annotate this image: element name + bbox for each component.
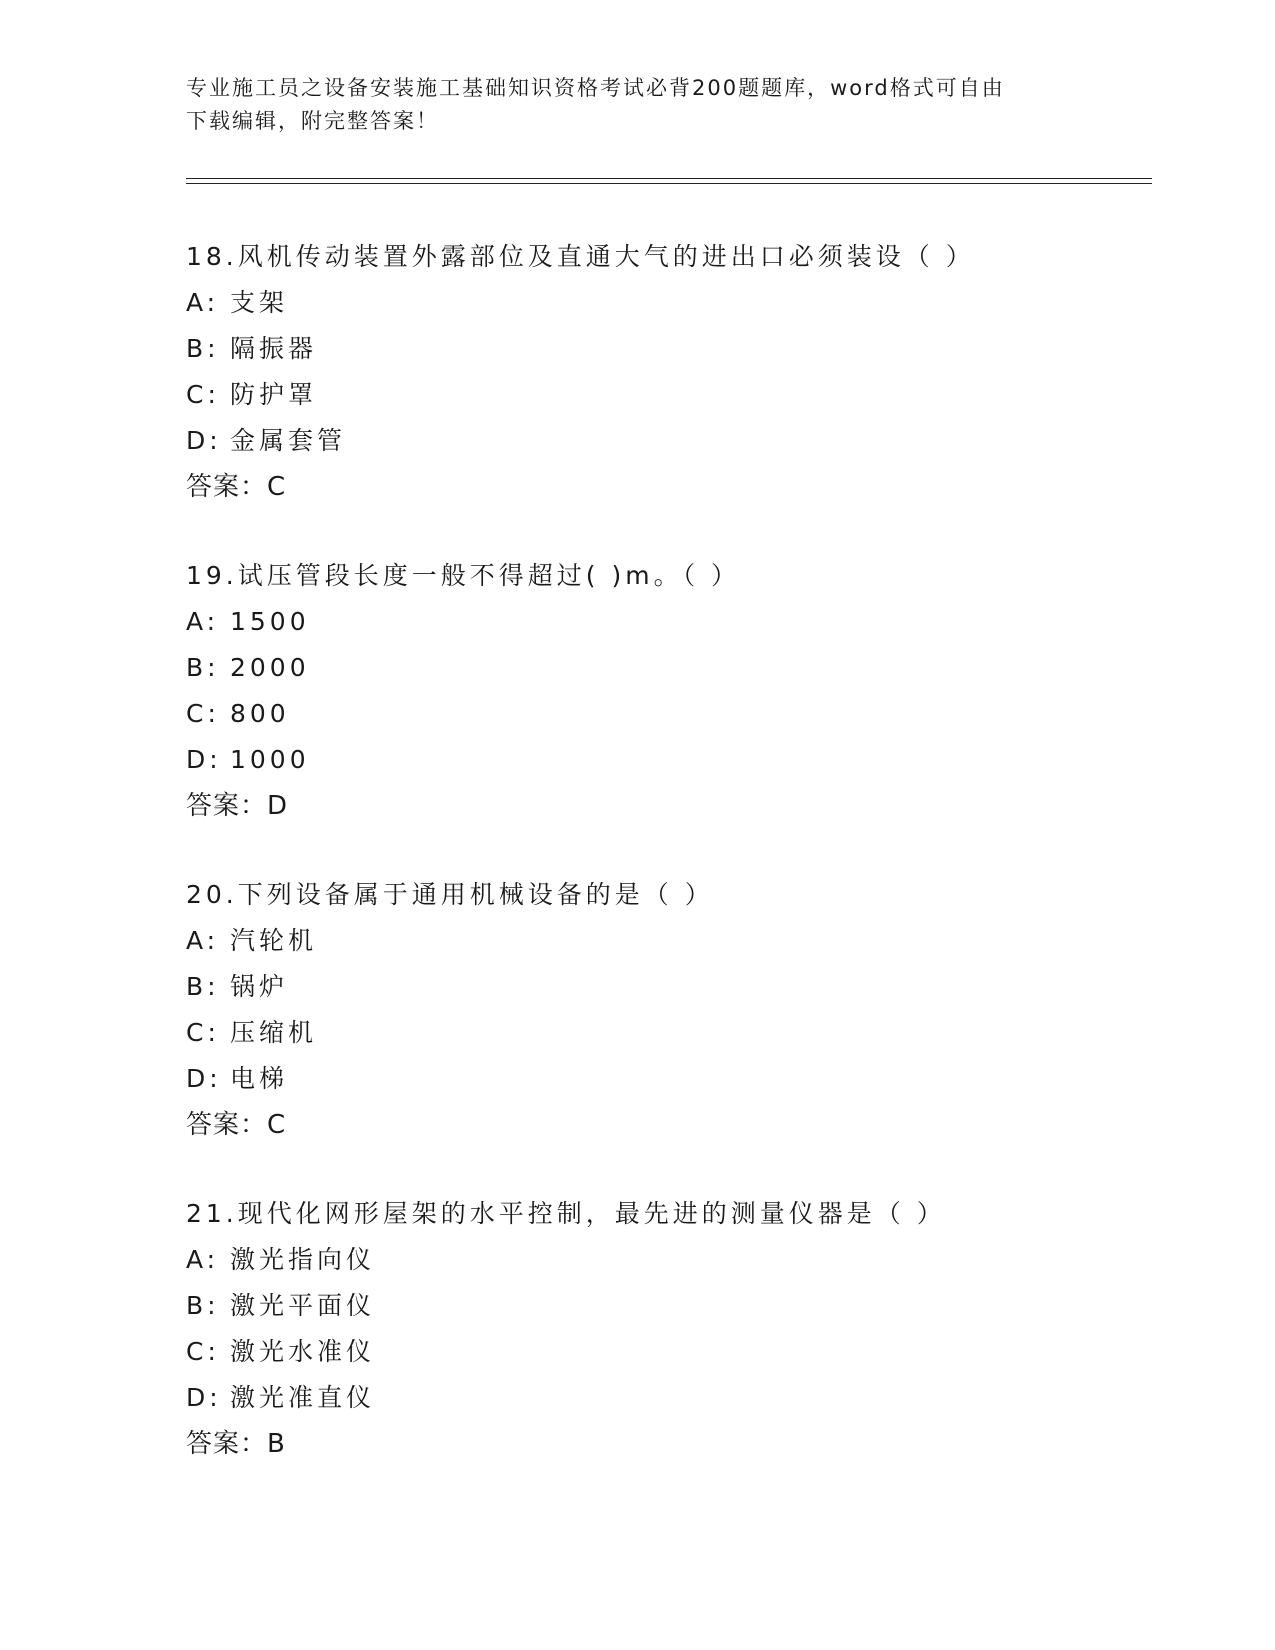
option-letter: A: (186, 288, 220, 317)
answer-line: 答案：B (186, 1429, 286, 1459)
option-text: 激光平面仪 (230, 1291, 376, 1320)
document-header (186, 72, 1066, 138)
question-title: 21.现代化网形屋架的水平控制，最先进的测量仪器是（ ） (186, 1199, 946, 1228)
header-divider-top (186, 178, 1152, 179)
question-title: 20.下列设备属于通用机械设备的是（ ） (186, 880, 714, 909)
option-letter: C: (186, 380, 220, 409)
option-d (186, 1056, 1146, 1102)
option-c (186, 691, 1146, 737)
question-21 (186, 1191, 1146, 1467)
option-letter: D: (186, 1064, 222, 1093)
option-letter: D: (186, 1383, 222, 1412)
option-text: 电梯 (230, 1064, 289, 1093)
option-text: 激光水准仪 (230, 1337, 376, 1366)
question-19 (186, 553, 1146, 829)
option-text: 激光准直仪 (230, 1383, 376, 1412)
option-letter: B: (186, 1291, 220, 1320)
option-letter: C: (186, 699, 220, 728)
option-text: 汽轮机 (230, 926, 318, 955)
option-letter: B: (186, 653, 220, 682)
option-letter: B: (186, 334, 220, 363)
option-c (186, 1329, 1146, 1375)
option-letter: A: (186, 926, 220, 955)
option-c (186, 1010, 1146, 1056)
option-b (186, 1283, 1146, 1329)
option-text: 防护罩 (230, 380, 318, 409)
question-title: 19.试压管段长度一般不得超过( )m。（ ） (186, 561, 741, 590)
option-text: 2000 (230, 653, 310, 682)
question-20 (186, 872, 1146, 1148)
option-letter: C: (186, 1337, 220, 1366)
option-text: 金属套管 (230, 426, 347, 455)
option-text: 800 (230, 699, 290, 728)
question-title: 18.风机传动装置外露部位及直通大气的进出口必须装设（ ） (186, 242, 975, 271)
option-text: 隔振器 (230, 334, 318, 363)
answer-line: 答案：D (186, 791, 289, 821)
option-b (186, 326, 1146, 372)
header-title-line-2: 下载编辑，附完整答案！ (186, 109, 439, 133)
option-text: 1500 (230, 607, 310, 636)
option-d (186, 418, 1146, 464)
option-a (186, 1237, 1146, 1283)
option-text: 压缩机 (230, 1018, 318, 1047)
option-d (186, 737, 1146, 783)
option-letter: D: (186, 426, 222, 455)
option-letter: A: (186, 607, 220, 636)
option-c (186, 372, 1146, 418)
option-letter: C: (186, 1018, 220, 1047)
option-b (186, 964, 1146, 1010)
option-d (186, 1375, 1146, 1421)
option-b (186, 645, 1146, 691)
option-a (186, 918, 1146, 964)
option-text: 激光指向仪 (230, 1245, 376, 1274)
option-text: 1000 (230, 745, 310, 774)
option-text: 锅炉 (230, 972, 289, 1001)
option-letter: B: (186, 972, 220, 1001)
option-letter: D: (186, 745, 222, 774)
option-a (186, 280, 1146, 326)
header-title-line-1: 专业施工员之设备安装施工基础知识资格考试必背200题题库，word格式可自由 (186, 76, 1005, 100)
option-letter: A: (186, 1245, 220, 1274)
answer-line: 答案：C (186, 1110, 287, 1140)
header-divider-bottom (186, 183, 1152, 184)
question-18 (186, 234, 1146, 510)
option-text: 支架 (230, 288, 289, 317)
answer-line: 答案：C (186, 472, 287, 502)
option-a (186, 599, 1146, 645)
